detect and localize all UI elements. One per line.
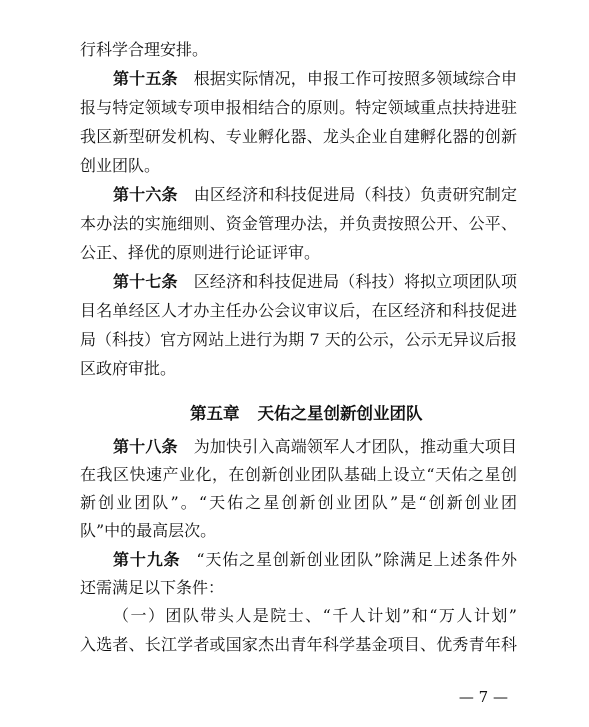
chapter-title: 天佑之星创新创业团队 xyxy=(257,404,423,423)
text-line: （一）团队带头人是院士、“千人计划”和“万人计划” xyxy=(113,606,517,626)
article-label: 第十九条 xyxy=(113,549,181,569)
text-line: 区政府审批。 xyxy=(80,358,177,378)
article-text: 由区经济和科技促进局（科技）负责研究制定 xyxy=(193,184,517,204)
article-text: 区经济和科技促进局（科技）将拟立项团队项 xyxy=(193,271,517,291)
text-line: 本办法的实施细则、资金管理办法，并负责按照公开、公平、 xyxy=(80,213,517,233)
text-line xyxy=(80,545,517,574)
text-line: 在我区快速产业化，在创新创业团队基础上设立“天佑之星创 xyxy=(80,464,517,484)
article-text: “天佑之星创新创业团队”除满足上述条件外 xyxy=(196,549,517,569)
text-line: 新创业团队”。“天佑之星创新创业团队”是“创新创业团 xyxy=(80,493,517,513)
text-line: 公正、择优的原则进行论证评审。 xyxy=(80,242,321,262)
text-line: 目名单经区人才办主任办公会议审议后，在区经济和科技促进 xyxy=(80,300,517,320)
chapter-number: 第五章 xyxy=(190,404,240,423)
text-line: 报与特定领域专项申报相结合的原则。特定领域重点扶持进驻 xyxy=(80,97,517,117)
article-text: 为加快引入高端领军人才团队，推动重大项目 xyxy=(193,436,517,456)
text-line xyxy=(80,267,517,296)
text-line: 入选者、长江学者或国家杰出青年科学基金项目、优秀青年科 xyxy=(80,634,517,654)
article-label: 第十六条 xyxy=(113,184,178,204)
text-line: 队”中的最高层次。 xyxy=(80,521,217,541)
article-label: 第十八条 xyxy=(113,436,178,456)
text-line: 行科学合理安排。 xyxy=(80,39,209,59)
text-line: 还需满足以下条件： xyxy=(80,578,225,597)
text-line xyxy=(80,64,517,93)
text-line: 创业团队。 xyxy=(80,155,161,175)
article-label: 第十五条 xyxy=(113,68,178,88)
text-line: 我区新型研发机构、专业孵化器、龙头企业自建孵化器的创新 xyxy=(80,126,517,146)
article-label: 第十七条 xyxy=(113,271,178,291)
text-line xyxy=(80,180,517,209)
article-text: 根据实际情况，申报工作可按照多领域综合申 xyxy=(193,68,517,88)
page-number: — 7 — xyxy=(458,688,508,706)
chapter-heading xyxy=(190,399,423,429)
text-line: 局（科技）官方网站上进行为期 7 天的公示，公示无异议后报 xyxy=(80,329,517,349)
text-line xyxy=(80,432,517,461)
